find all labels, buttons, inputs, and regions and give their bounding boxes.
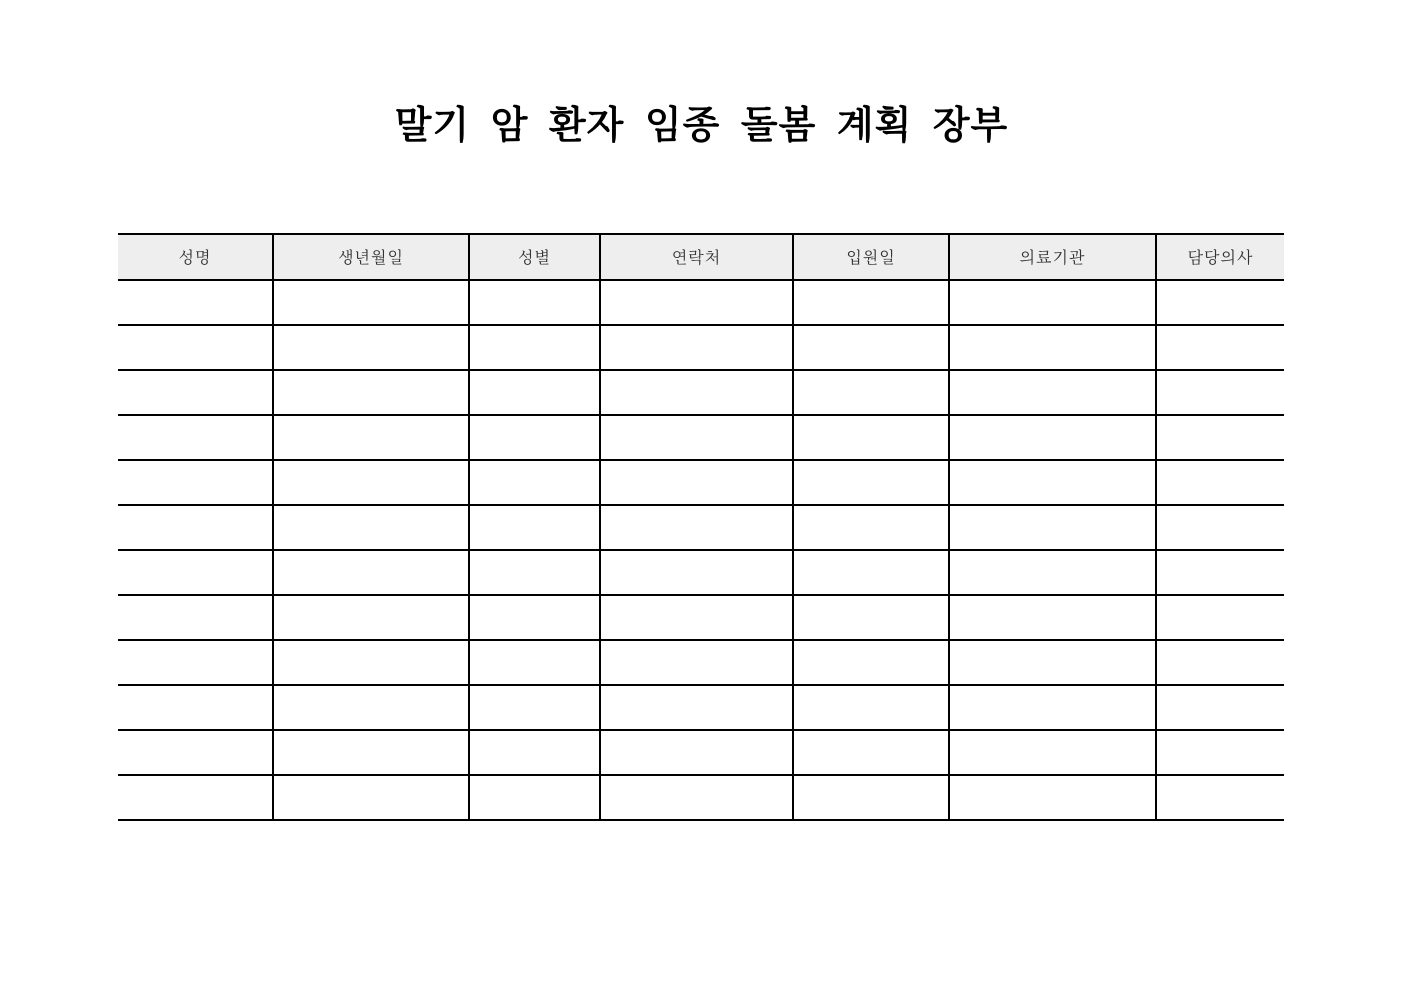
table-cell[interactable] (949, 595, 1156, 640)
table-cell[interactable] (1156, 325, 1284, 370)
table-cell[interactable] (949, 370, 1156, 415)
table-cell[interactable] (600, 730, 793, 775)
table-cell[interactable] (600, 685, 793, 730)
table-cell[interactable] (949, 775, 1156, 820)
table-cell[interactable] (469, 370, 600, 415)
table-row (118, 775, 1284, 820)
table-row (118, 640, 1284, 685)
table-cell[interactable] (949, 415, 1156, 460)
table-cell[interactable] (600, 415, 793, 460)
table-cell[interactable] (600, 325, 793, 370)
table-cell[interactable] (1156, 415, 1284, 460)
table-row (118, 595, 1284, 640)
table-cell[interactable] (118, 415, 273, 460)
table-cell[interactable] (118, 775, 273, 820)
table-cell[interactable] (118, 595, 273, 640)
table-row (118, 415, 1284, 460)
table-cell[interactable] (1156, 685, 1284, 730)
table-cell[interactable] (793, 595, 949, 640)
table-row (118, 460, 1284, 505)
column-header-birth-date: 생년월일 (273, 234, 469, 280)
column-header-name: 성명 (118, 234, 273, 280)
table-cell[interactable] (1156, 280, 1284, 325)
table-cell[interactable] (600, 280, 793, 325)
table-cell[interactable] (118, 730, 273, 775)
table-cell[interactable] (793, 370, 949, 415)
table-cell[interactable] (600, 370, 793, 415)
column-header-gender: 성별 (469, 234, 600, 280)
table-row (118, 325, 1284, 370)
table-cell[interactable] (469, 640, 600, 685)
table-cell[interactable] (1156, 730, 1284, 775)
table-cell[interactable] (949, 325, 1156, 370)
column-header-admission-date: 입원일 (793, 234, 949, 280)
table-cell[interactable] (793, 730, 949, 775)
table-cell[interactable] (273, 685, 469, 730)
column-header-contact: 연락처 (600, 234, 793, 280)
table-cell[interactable] (949, 505, 1156, 550)
table-cell[interactable] (273, 325, 469, 370)
table-cell[interactable] (793, 460, 949, 505)
table-cell[interactable] (793, 280, 949, 325)
table-cell[interactable] (469, 415, 600, 460)
table-cell[interactable] (118, 460, 273, 505)
table-cell[interactable] (273, 505, 469, 550)
table-row (118, 550, 1284, 595)
table-cell[interactable] (1156, 775, 1284, 820)
table-cell[interactable] (469, 280, 600, 325)
table-cell[interactable] (793, 775, 949, 820)
header-row (118, 234, 1284, 280)
table-cell[interactable] (793, 640, 949, 685)
table-row (118, 280, 1284, 325)
table-cell[interactable] (273, 775, 469, 820)
table-cell[interactable] (949, 685, 1156, 730)
table-cell[interactable] (1156, 505, 1284, 550)
table-cell[interactable] (273, 415, 469, 460)
table-cell[interactable] (118, 370, 273, 415)
table-body (118, 280, 1284, 820)
table-cell[interactable] (600, 460, 793, 505)
table-cell[interactable] (600, 550, 793, 595)
table-cell[interactable] (118, 640, 273, 685)
table-cell[interactable] (118, 505, 273, 550)
table-cell[interactable] (600, 505, 793, 550)
table-cell[interactable] (793, 415, 949, 460)
table-cell[interactable] (469, 550, 600, 595)
column-header-attending-doctor: 담당의사 (1156, 234, 1284, 280)
table-cell[interactable] (1156, 595, 1284, 640)
table-cell[interactable] (469, 730, 600, 775)
table-cell[interactable] (469, 775, 600, 820)
table-cell[interactable] (1156, 370, 1284, 415)
table-cell[interactable] (273, 280, 469, 325)
table-cell[interactable] (118, 325, 273, 370)
table-row (118, 505, 1284, 550)
table-cell[interactable] (273, 730, 469, 775)
column-header-medical-institution: 의료기관 (949, 234, 1156, 280)
table-cell[interactable] (273, 595, 469, 640)
table-cell[interactable] (118, 280, 273, 325)
table-cell[interactable] (600, 775, 793, 820)
table-cell[interactable] (118, 550, 273, 595)
table-cell[interactable] (118, 685, 273, 730)
table-cell[interactable] (273, 370, 469, 415)
table-cell[interactable] (469, 460, 600, 505)
table-cell[interactable] (469, 595, 600, 640)
table-cell[interactable] (949, 730, 1156, 775)
table-cell[interactable] (273, 550, 469, 595)
table-cell[interactable] (949, 280, 1156, 325)
table-cell[interactable] (600, 640, 793, 685)
table-row (118, 370, 1284, 415)
table-cell[interactable] (793, 505, 949, 550)
table-cell[interactable] (469, 685, 600, 730)
table-cell[interactable] (273, 460, 469, 505)
table-cell[interactable] (793, 325, 949, 370)
table-cell[interactable] (949, 550, 1156, 595)
table-cell[interactable] (273, 640, 469, 685)
table-cell[interactable] (1156, 460, 1284, 505)
table-cell[interactable] (949, 460, 1156, 505)
care-plan-table (118, 233, 1284, 821)
table-cell[interactable] (949, 640, 1156, 685)
table-cell[interactable] (793, 685, 949, 730)
table-cell[interactable] (600, 595, 793, 640)
table-row (118, 685, 1284, 730)
table-cell[interactable] (469, 505, 600, 550)
table-cell[interactable] (469, 325, 600, 370)
document-title: 말기 암 환자 임종 돌봄 계획 장부 (394, 105, 1009, 147)
table-cell[interactable] (1156, 550, 1284, 595)
table-cell[interactable] (793, 550, 949, 595)
table-cell[interactable] (1156, 640, 1284, 685)
table-row (118, 730, 1284, 775)
